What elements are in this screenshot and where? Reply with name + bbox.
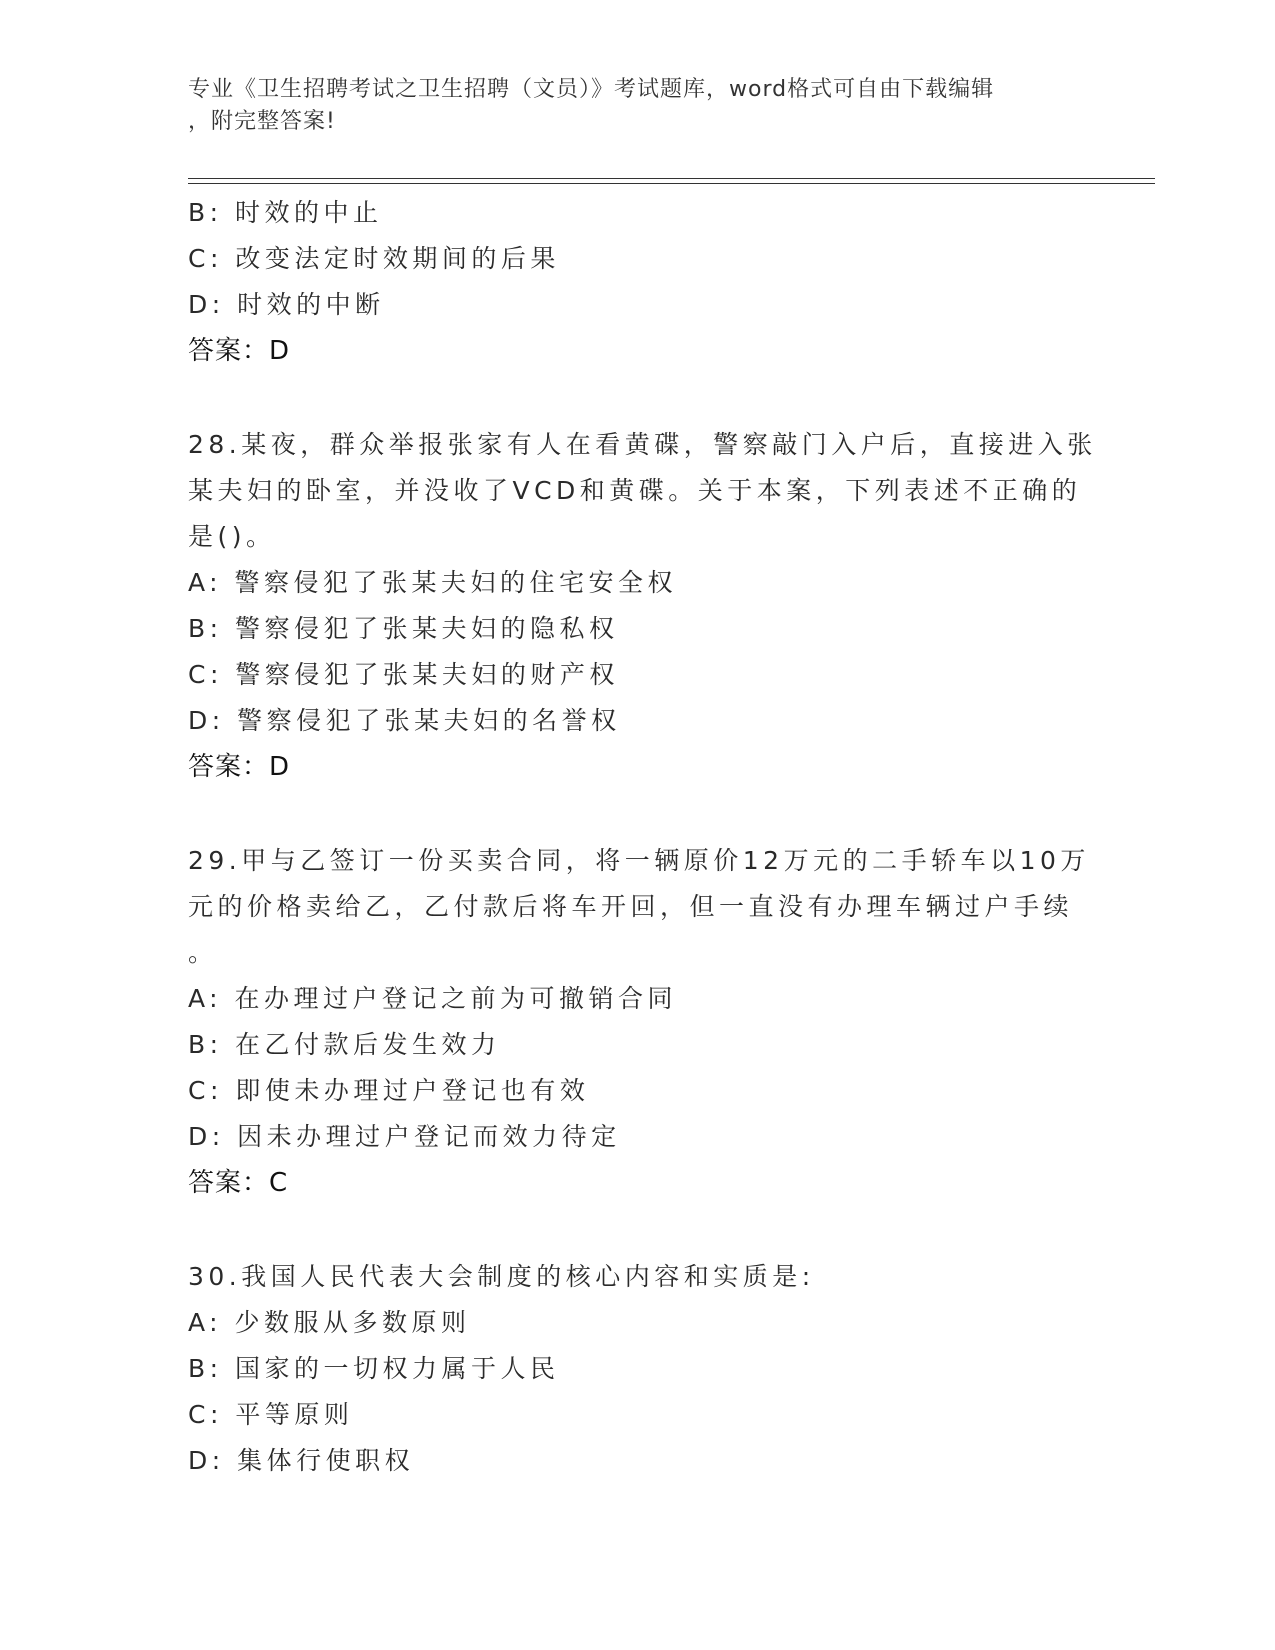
option-c: C: 警察侵犯了张某夫妇的财产权 (188, 660, 619, 689)
question-29 (188, 838, 1088, 1206)
question-text (188, 838, 1088, 976)
document-header (188, 74, 1068, 138)
question-line: 30.我国人民代表大会制度的核心内容和实质是: (188, 1262, 815, 1291)
header-divider-top (188, 178, 1155, 179)
option-a: A: 在办理过户登记之前为可撤销合同 (188, 984, 678, 1013)
option-c: C: 即使未办理过户登记也有效 (188, 1076, 590, 1105)
question-line: 。 (188, 938, 218, 967)
question-30 (188, 1254, 1088, 1484)
answer-label: 答案：D (188, 752, 291, 782)
option-d: D: 因未办理过户登记而效力待定 (188, 1122, 621, 1151)
spacer (188, 374, 1088, 422)
option-d: D: 集体行使职权 (188, 1446, 415, 1475)
option-b: B: 国家的一切权力属于人民 (188, 1354, 560, 1383)
header-line-1: 专业《卫生招聘考试之卫生招聘（文员）》考试题库，word格式可自由下载编辑 (188, 77, 995, 102)
question-28 (188, 422, 1097, 790)
answer-label: 答案：C (188, 1168, 289, 1198)
option-c: C: 改变法定时效期间的后果 (188, 244, 560, 273)
header-divider-bottom (188, 183, 1155, 184)
option-d: D: 警察侵犯了张某夫妇的名誉权 (188, 706, 621, 735)
question-line: 28.某夜，群众举报张家有人在看黄碟，警察敲门入户后，直接进入张 (188, 430, 1097, 459)
header-line-2: ，附完整答案! (188, 109, 336, 134)
question-text (188, 422, 1097, 560)
question-line: 是()。 (188, 522, 276, 551)
option-a: A: 少数服从多数原则 (188, 1308, 471, 1337)
spacer (188, 1206, 1088, 1254)
option-b: B: 时效的中止 (188, 198, 383, 227)
question-line: 元的价格卖给乙，乙付款后将车开回，但一直没有办理车辆过户手续 (188, 892, 1074, 921)
option-a: A: 警察侵犯了张某夫妇的住宅安全权 (188, 568, 678, 597)
question-line: 29.甲与乙签订一份买卖合同，将一辆原价12万元的二手轿车以10万 (188, 846, 1090, 875)
question-list (188, 190, 1097, 1484)
question-27-continuation (188, 190, 1088, 374)
option-b: B: 警察侵犯了张某夫妇的隐私权 (188, 614, 619, 643)
answer-label: 答案：D (188, 336, 291, 366)
option-c: C: 平等原则 (188, 1400, 354, 1429)
option-d: D: 时效的中断 (188, 290, 385, 319)
question-text (188, 1254, 1088, 1300)
option-b: B: 在乙付款后发生效力 (188, 1030, 501, 1059)
question-line: 某夫妇的卧室，并没收了VCD和黄碟。关于本案，下列表述不正确的 (188, 476, 1082, 505)
spacer (188, 790, 1088, 838)
